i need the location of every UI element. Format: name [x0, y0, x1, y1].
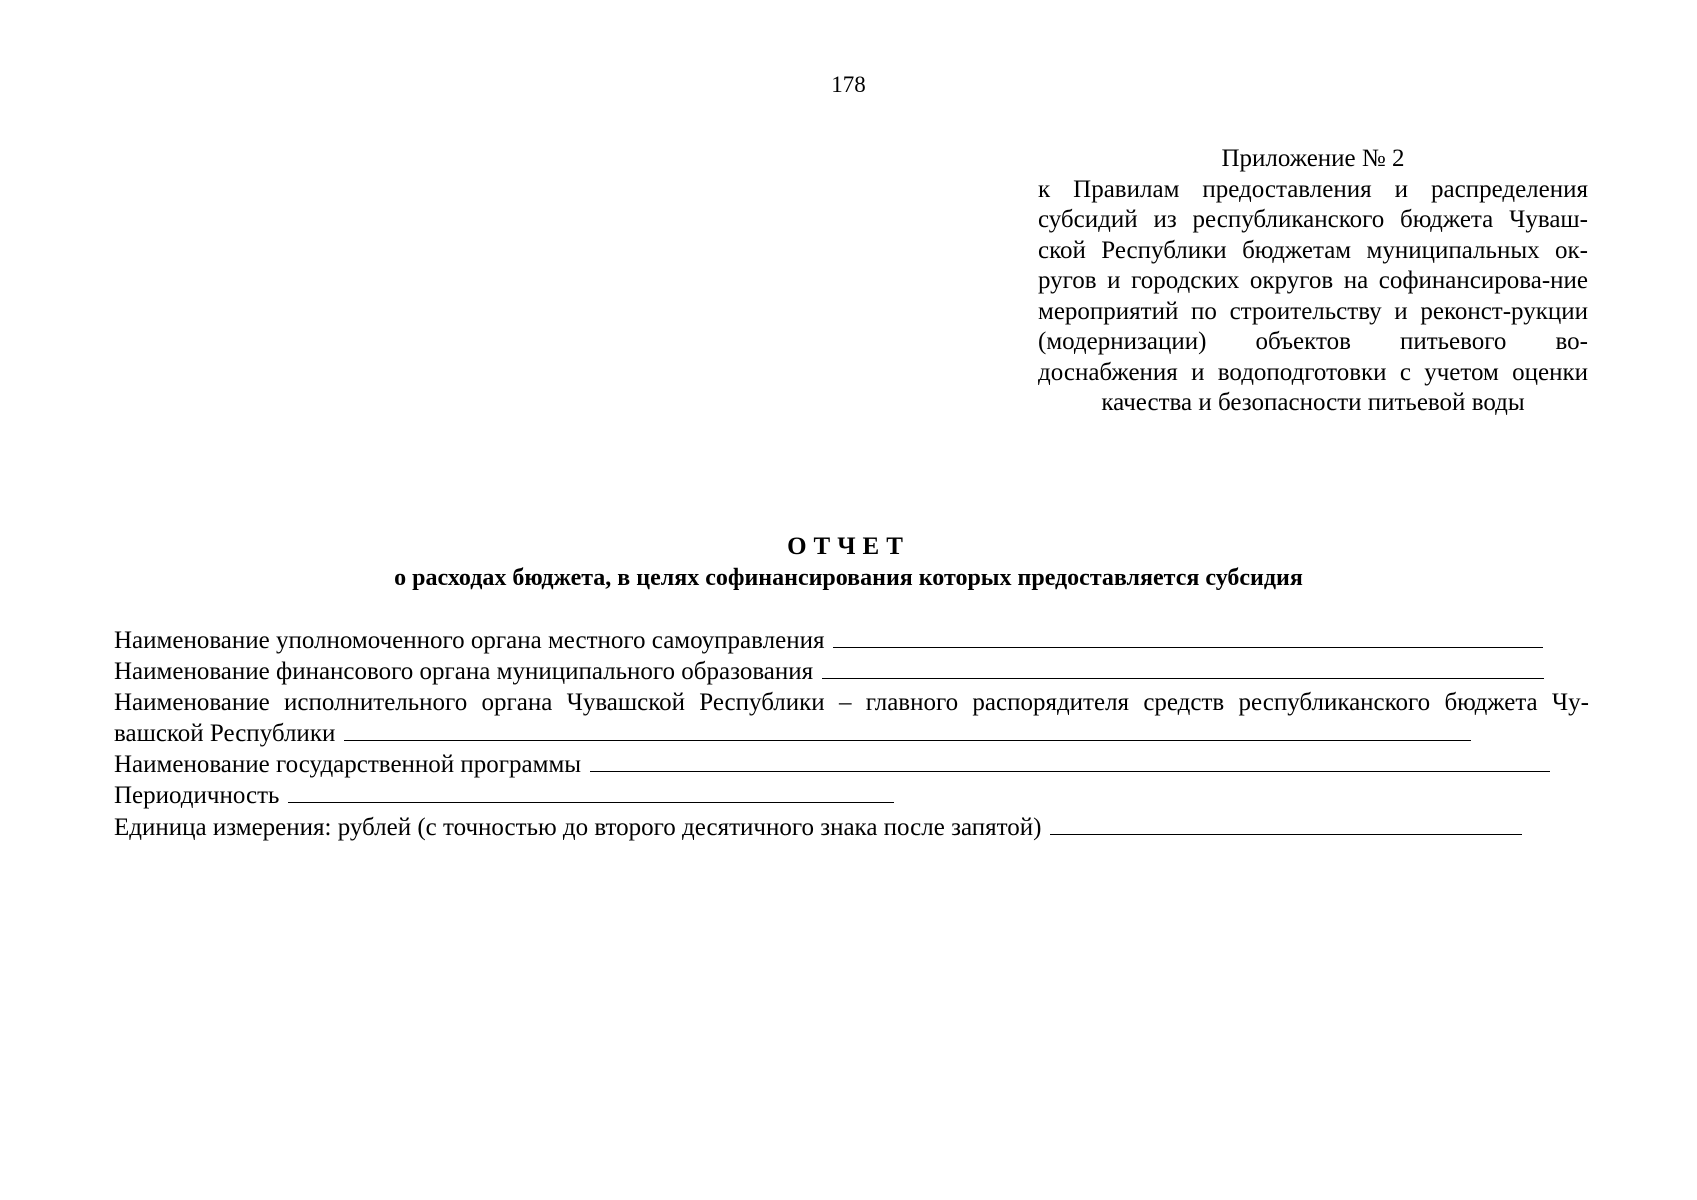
field-label-state-program: Наименование государственной программы	[114, 751, 582, 779]
field-executive-body	[114, 718, 1589, 749]
field-label-executive-body: вашской Республики	[114, 719, 336, 747]
field-finance-body	[114, 656, 1589, 687]
appendix-body: к Правилам предоставления и распределения субсидий из республиканского бюджета Чуваш-ской Республики бюджетам муниципальных ок-ругов и городских округов на софинансирова-ние мероприятий по строительству и реконст-рукции (модернизации) объектов питьевого во-доснабжения и водоподготовки с учетом оценки качества и безопасности питьевой воды	[1038, 175, 1588, 416]
field-state-program	[114, 749, 1589, 780]
field-label-local-authority: Наименование уполномоченного органа местного самоуправления	[114, 627, 825, 654]
field-periodicity	[114, 780, 1589, 811]
report-subtitle: о расходах бюджета, в целях софинансирования которых предоставляется субсидия	[394, 565, 1303, 591]
appendix-block	[1038, 144, 1588, 419]
field-executive-body-line1: Наименование исполнительного органа Чувашской Республики – главного распорядителя средств республиканского бюджета Чу-	[114, 688, 1589, 716]
blank-line-executive-body	[344, 718, 1471, 741]
blank-line-local-authority	[833, 625, 1543, 648]
blank-line-state-program	[590, 749, 1550, 772]
field-unit	[114, 812, 1589, 843]
field-label-periodicity: Периодичность	[114, 782, 280, 810]
field-label-finance-body: Наименование финансового органа муниципального образования	[114, 658, 814, 686]
field-local-authority	[114, 625, 1589, 656]
blank-line-periodicity	[288, 780, 894, 803]
blank-line-unit	[1050, 812, 1522, 835]
report-title: ОТЧЕТ	[787, 533, 910, 560]
appendix-title: Приложение № 2	[1221, 145, 1405, 172]
blank-line-finance-body	[822, 656, 1544, 679]
field-label-unit: Единица измерения: рублей (с точностью до второго десятичного знака после запятой)	[114, 813, 1042, 841]
page-number: 178	[831, 72, 866, 97]
report-fields	[114, 625, 1589, 843]
